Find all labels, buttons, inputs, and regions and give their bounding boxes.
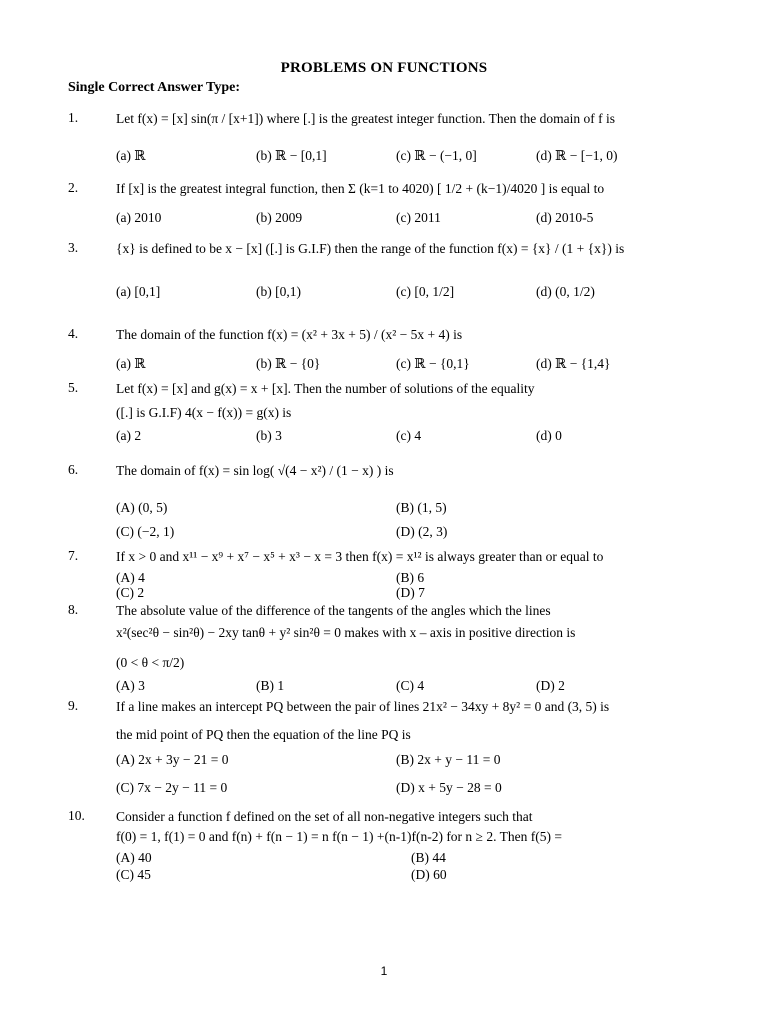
- question-stem: {x} is defined to be x − [x] ([.] is G.I.F) then the range of the function f(x) = {x} / (1 + {x}) is: [116, 241, 625, 256]
- option-c: (c) [0, 1/2]: [396, 284, 455, 299]
- option-c: (c) ℝ − (−1, 0]: [396, 148, 477, 163]
- option-b: (b) ℝ − {0}: [256, 356, 321, 371]
- page-number: 1: [380, 964, 388, 978]
- options-row: [116, 500, 716, 518]
- options-row: [116, 780, 716, 798]
- option-d: (D) x + 5y − 28 = 0: [396, 780, 502, 795]
- option-b: (b) 3: [256, 428, 282, 443]
- question-number: 9.: [68, 698, 79, 713]
- question-number: 1.: [68, 110, 79, 125]
- option-b: (B) 2x + y − 11 = 0: [396, 752, 501, 767]
- option-d: (D) (2, 3): [396, 524, 448, 539]
- options-row: [116, 356, 716, 374]
- question-stem-line-2: f(0) = 1, f(1) = 0 and f(n) + f(n − 1) = n f(n − 1) +(n-1)f(n-2) for n ≥ 2. Then f(5) =: [116, 829, 562, 844]
- option-b: (b) [0,1): [256, 284, 301, 299]
- option-d: (D) 2: [536, 678, 565, 693]
- option-c: (C) (−2, 1): [116, 524, 175, 539]
- question-stem: Let f(x) = [x] and g(x) = x + [x]. Then the number of solutions of the equality: [116, 381, 535, 396]
- option-b: (B) 6: [396, 570, 425, 585]
- option-a: (A) 40: [116, 850, 152, 865]
- options-row: [116, 148, 716, 166]
- option-c: (c) 4: [396, 428, 422, 443]
- option-c: (C) 45: [116, 867, 151, 882]
- option-c: (C) 4: [396, 678, 425, 693]
- section-subtitle: Single Correct Answer Type:: [68, 80, 241, 95]
- option-c: (c) ℝ − {0,1}: [396, 356, 470, 371]
- option-b: (B) (1, 5): [396, 500, 447, 515]
- option-a: (a) 2010: [116, 210, 162, 225]
- question-number: 5.: [68, 380, 79, 395]
- question-stem: The absolute value of the difference of the tangents of the angles which the lines: [116, 603, 551, 618]
- question-number: 7.: [68, 548, 79, 563]
- option-a: (A) 2x + 3y − 21 = 0: [116, 752, 229, 767]
- question-stem-line-2: the mid point of PQ then the equation of the line PQ is: [116, 727, 411, 742]
- option-d: (d) ℝ − [−1, 0): [536, 148, 618, 163]
- option-c: (c) 2011: [396, 210, 441, 225]
- question-stem-line-3: (0 < θ < π/2): [116, 655, 185, 670]
- options-row: [116, 524, 716, 542]
- question-stem: The domain of f(x) = sin log( √(4 − x²) / (1 − x) ) is: [116, 463, 394, 478]
- option-b: (b) 2009: [256, 210, 303, 225]
- option-d: (d) ℝ − {1,4}: [536, 356, 611, 371]
- question-number: 4.: [68, 326, 79, 341]
- options-row: [116, 867, 716, 885]
- question-stem: If x > 0 and x¹¹ − x⁹ + x⁷ − x⁵ + x³ − x = 3 then f(x) = x¹² is always greater than or equal to: [116, 549, 604, 564]
- question-number: 10.: [68, 808, 85, 823]
- option-d: (d) (0, 1/2): [536, 284, 595, 299]
- option-a: (A) 4: [116, 570, 145, 585]
- page-title: PROBLEMS ON FUNCTIONS: [280, 60, 488, 76]
- options-row: [116, 210, 716, 228]
- options-row: [116, 850, 716, 868]
- question-stem: The domain of the function f(x) = (x² + 3x + 5) / (x² − 5x + 4) is: [116, 327, 463, 342]
- option-c: (C) 2: [116, 585, 145, 600]
- question-stem: If [x] is the greatest integral function, then Σ (k=1 to 4020) [ 1/2 + (k−1)/4020 ] is equal to: [116, 181, 605, 196]
- option-c: (C) 7x − 2y − 11 = 0: [116, 780, 228, 795]
- options-row: [116, 752, 716, 770]
- option-a: (a) [0,1]: [116, 284, 161, 299]
- question-stem-line-2: ([.] is G.I.F) 4(x − f(x)) = g(x) is: [116, 405, 292, 420]
- options-row: [116, 585, 716, 603]
- option-b: (B) 44: [411, 850, 446, 865]
- option-b: (b) ℝ − [0,1]: [256, 148, 327, 163]
- option-d: (d) 2010-5: [536, 210, 594, 225]
- option-d: (D) 60: [411, 867, 447, 882]
- options-row: [116, 284, 716, 302]
- option-a: (a) ℝ: [116, 356, 146, 371]
- question-stem: Consider a function f defined on the set of all non-negative integers such that: [116, 809, 533, 824]
- option-d: (D) 7: [396, 585, 425, 600]
- option-a: (A) 3: [116, 678, 145, 693]
- question-stem: Let f(x) = [x] sin(π / [x+1]) where [.] is the greatest integer function. Then the domain of f is: [116, 111, 616, 126]
- question-stem-line-2: x²(sec²θ − sin²θ) − 2xy tanθ + y² sin²θ = 0 makes with x – axis in positive direction is: [116, 625, 576, 640]
- question-number: 8.: [68, 602, 79, 617]
- question-stem: If a line makes an intercept PQ between the pair of lines 21x² − 34xy + 8y² = 0 and (3, 5) is: [116, 699, 610, 714]
- options-row: [116, 428, 716, 446]
- option-d: (d) 0: [536, 428, 562, 443]
- question-number: 3.: [68, 240, 79, 255]
- option-a: (A) (0, 5): [116, 500, 168, 515]
- question-number: 2.: [68, 180, 79, 195]
- option-a: (a) 2: [116, 428, 142, 443]
- question-number: 6.: [68, 462, 79, 477]
- option-a: (a) ℝ: [116, 148, 146, 163]
- options-row: [116, 678, 716, 696]
- option-b: (B) 1: [256, 678, 285, 693]
